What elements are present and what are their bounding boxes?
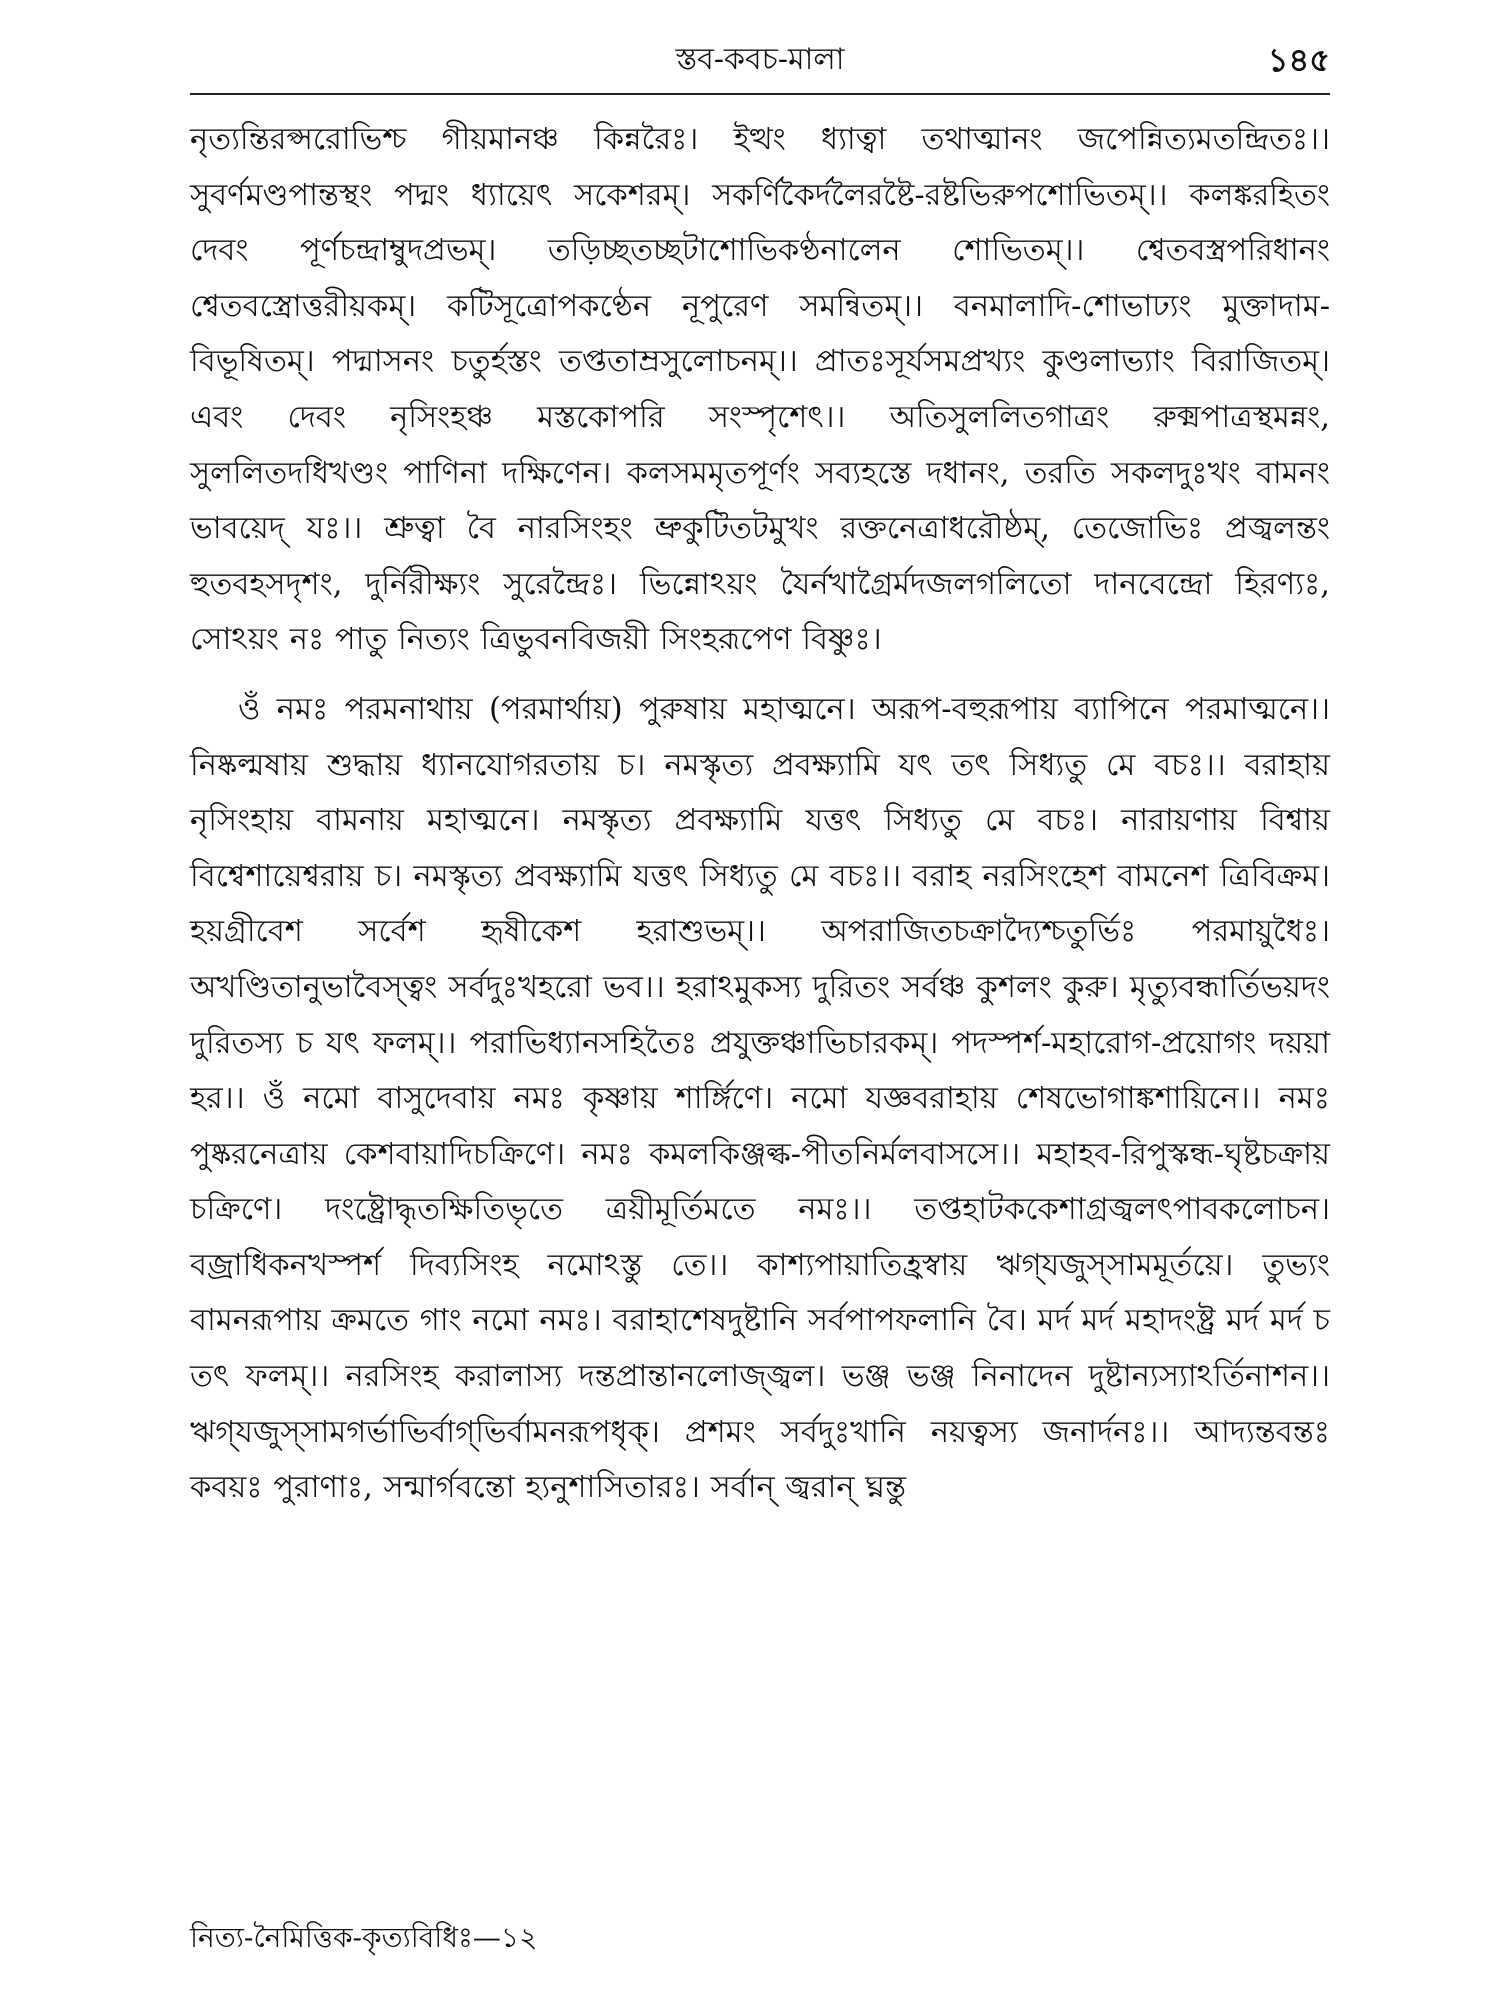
body-text bbox=[190, 112, 1330, 1516]
header-rule bbox=[190, 93, 1330, 95]
running-title: স্তব-কবচ-মালা bbox=[675, 42, 845, 77]
running-header bbox=[190, 30, 1330, 90]
page-number: ১৪৫ bbox=[1267, 41, 1330, 79]
paragraph-verse-2: ওঁ নমঃ পরমনাথায় (পরমার্থায়) পুরুষায় মহাত্মনে। অরূপ-বহুরূপায় ব্যাপিনে পরমাত্মনে।। নিষ্কল্মষায় শুদ্ধায় ধ্যানযোগরতায় চ। নমস্কৃত্য প্রবক্ষ্যামি যৎ তৎ সিধ্যতু মে বচঃ।। বরাহায় নৃসিংহায় বামনায় মহাত্মনে। নমস্কৃত্য প্রবক্ষ্যামি যত্তৎ সিধ্যতু মে বচঃ। নারায়ণায় বিশ্বায় বিশ্বেশায়েশ্বরায় চ। নমস্কৃত্য প্রবক্ষ্যামি যত্তৎ সিধ্যতু মে বচঃ।। বরাহ নরসিংহেশ বামনেশ ত্রিবিক্রম। হয়গ্রীবেশ সর্বেশ হৃষীকেশ হরাশুভম্।। অপরাজিতচক্রাদ্যৈশ্চতুর্ভিঃ পরমায়ুধৈঃ। অখণ্ডিতানুভাবৈস্ত্বং সর্বদুঃখহরো ভব।। হরাঽমুকস্য দুরিতং সর্বঞ্চ কুশলং কুরু। মৃত্যুবন্ধার্তিভয়দং দুরিতস্য চ যৎ ফলম্।। পরাভিধ্যানসহিতৈঃ প্রযুক্তঞ্চাভিচারকম্। পদস্পর্শ-মহারোগ-প্রয়োগং দয়য়া হর।। ওঁ নমো বাসুদেবায় নমঃ কৃষ্ণায় শার্ঙ্গিণে। নমো যজ্ঞবরাহায় শেষভোগাঙ্কশায়িনে।। নমঃ পুষ্করনেত্রায় কেশবায়াদিচক্রিণে। নমঃ কমলকিঞ্জল্ক-পীতনির্মলবাসসে।। মহাহব-রিপুস্কন্ধ-ঘৃষ্টচক্রায় চক্রিণে। দংষ্ট্রোদ্ধৃতক্ষিতিভৃতে ত্রয়ীমূর্তিমতে নমঃ।। তপ্তহাটককেশাগ্রজ্বলৎপাবকলোচন। বজ্রাধিকনখস্পর্শ দিব্যসিংহ নমোঽস্তু তে।। কাশ্যপায়াতিহ্রস্বায় ঋগ্‌যজুস্‌সামমূর্তয়ে। তুভ্যং বামনরূপায় ক্রমতে গাং নমো নমঃ। বরাহাশেষদুষ্টানি সর্বপাপফলানি বৈ। মর্দ মর্দ মহাদংষ্ট্র মর্দ মর্দ চ তৎ ফলম্।। নরসিংহ করালাস্য দন্তপ্রান্তানলোজ্জ্বল। ভঞ্জ ভঞ্জ নিনাদেন দুষ্টান্যস্যাঽর্তিনাশন।। ঋগ্‌যজুস্‌সামগর্ভাভির্বাগ্‌ভির্বামনরূপধৃক্। প্রশমং সর্বদুঃখানি নয়ত্বস্য জনার্দনঃ।। আদ্যন্তবন্তঃ কবয়ঃ পুরাণাঃ, সন্মার্গবন্তো হ্যনুশাসিতারঃ। সর্বান্ জ্বরান্ ঘ্নন্তু bbox=[190, 691, 1330, 1506]
paragraph-verse-1: নৃত্যন্তিরপ্সরোভিশ্চ গীয়মানঞ্চ কিন্নরৈঃ। ইত্থং ধ্যাত্বা তথাত্মানং জপেন্নিত্যমতন্দ্রিতঃ।। সুবর্ণমণ্ডপান্তস্থং পদ্মং ধ্যায়েৎ সকেশরম্। সকর্ণিকৈর্দলৈরষ্টৈ-রষ্টভিরুপশোভিতম্।। কলঙ্করহিতং দেবং পূর্ণচন্দ্রাম্বুদপ্রভম্। তড়িচ্ছতচ্ছটাশোভিকণ্ঠনালেন শোভিতম্।। শ্বেতবস্ত্রপরিধানং শ্বেতবস্ত্রোত্তরীয়কম্। কটিসূত্রোপকণ্ঠেন নূপুরেণ সমন্বিতম্।। বনমালাদি-শোভাঢ্যং মুক্তাদাম-বিভূষিতম্। পদ্মাসনং চতুর্হস্তং তপ্ততাম্রসুলোচনম্।। প্রাতঃসূর্যসমপ্রখ্যং কুণ্ডলাভ্যাং বিরাজিতম্। এবং দেবং নৃসিংহঞ্চ মস্তকোপরি সংস্পৃশেৎ।। অতিসুললিতগাত্রং রুক্মপাত্রস্থমন্নং, সুললিতদধিখণ্ডং পাণিনা দক্ষিণেন। কলসমমৃতপূর্ণং সব্যহস্তে দধানং, তরতি সকলদুঃখং বামনং ভাবয়েদ্ যঃ।। শ্রুত্বা বৈ নারসিংহং ভ্রুকুটিতটমুখং রক্তনেত্রাধরৌষ্ঠম্, তেজোভিঃ প্রজ্বলন্তং হুতবহসদৃশং, দুর্নিরীক্ষ্যং সুরেন্দ্রৈঃ। ভিন্নোঽয়ং যৈর্নখাগ্রৈর্মদজলগলিতো দানবেন্দ্রো হিরণ্যঃ, সোঽয়ং নঃ পাতু নিত্যং ত্রিভুবনবিজয়ী সিংহরূপেণ বিষ্ণুঃ। bbox=[190, 122, 1330, 658]
footer-signature: নিত্য-নৈমিত্তিক-কৃত্যবিধিঃ—১২ bbox=[190, 1921, 538, 1954]
